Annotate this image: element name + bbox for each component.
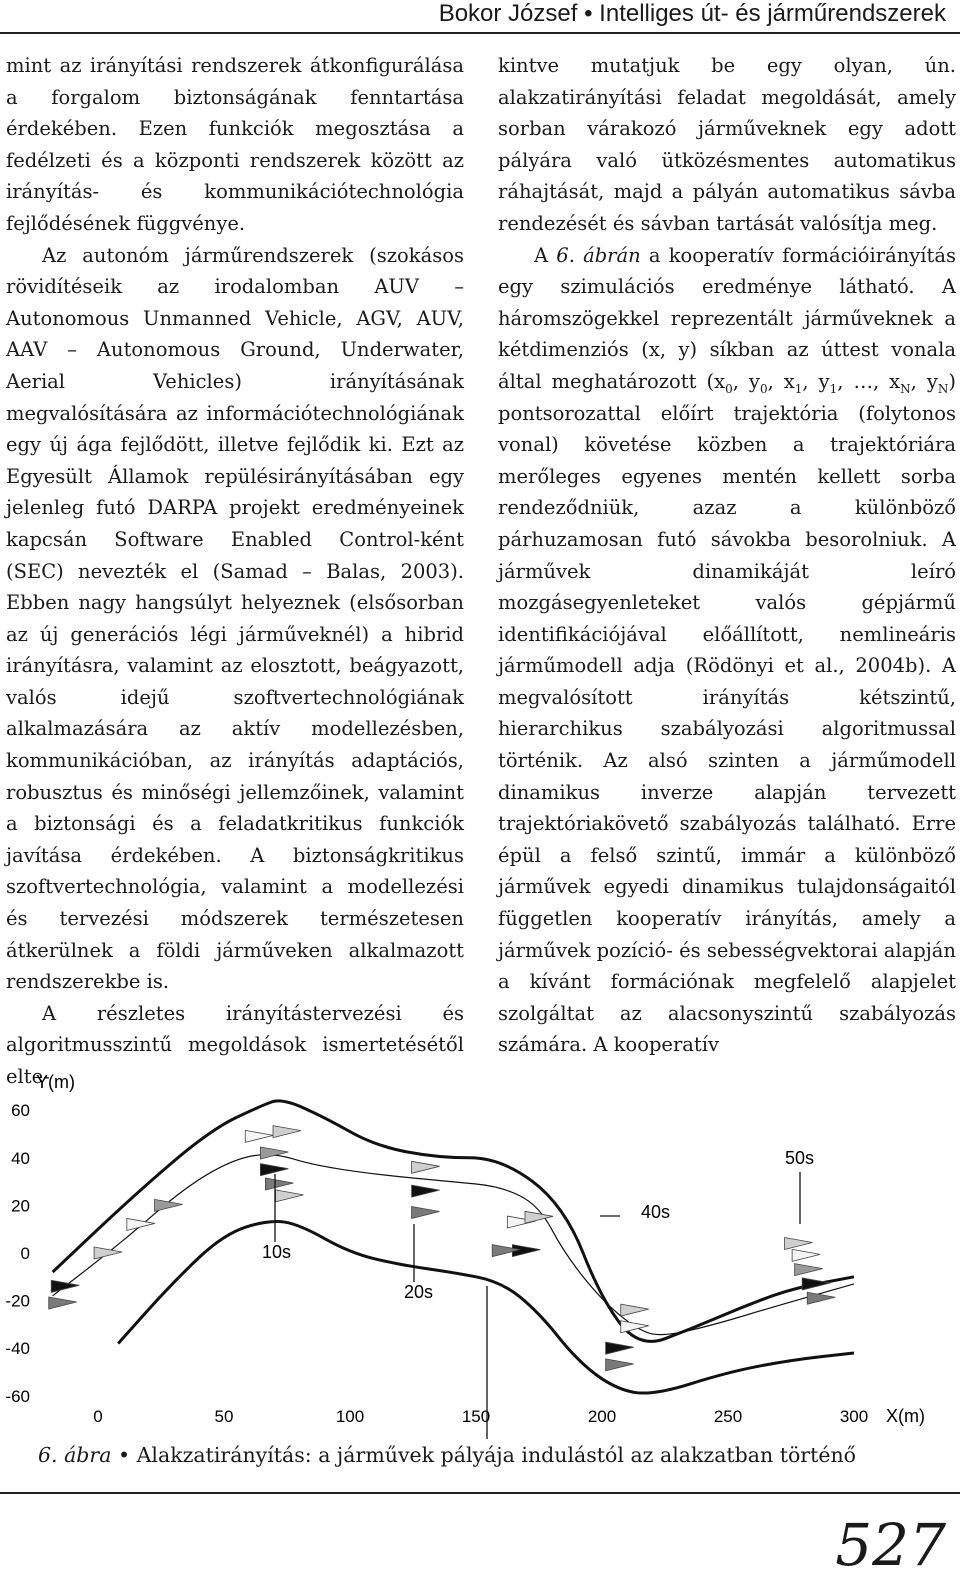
vehicle-triangle <box>606 1342 634 1354</box>
vehicle-triangle <box>525 1211 553 1223</box>
header-separator: • <box>584 0 593 27</box>
left-paragraph-2: Az autonóm járműrendszerek (szokásos rövidítéseik az irodalomban AUV – Autonomous Unmanned Vehicle, AGV, AUV, AAV – Autonomous Ground, Underwater, Aerial Vehicles) irányításának megvalósítására az információtechnológiának egy új ága fejlődött, illetve fejlődik ki. Ezt az Egyesült Államok repülésirányításában egy jelenleg futó DARPA projekt eredményeinek kapcsán Software Enabled Control-ként (SEC) nevezték el (Samad – Balas, 2003). Ebben nagy hangsúlyt helyeznek (elsősorban az új generációs légi járműveknél) a hibrid irányításra, valamint az elosztott, beágyazott, valós idejű szoftvertechnológiának alkalmazására az aktív modellezésben, kommunikációban, az irányítás adaptációs, robusztus és minőségi jellemzőinek, valamint a biztonsági és a feladatkritikus funkciók javítása érdekében. A biztonságkritikus szoftvertechnológia, valamint a modellezési és tervezési módszerek természetesen átkerülnek a földi járműveken alkalmazott rendszerekbe is. <box>6 243 464 994</box>
subscript: 1 <box>829 381 838 396</box>
vehicle-triangle <box>265 1178 293 1190</box>
vehicle-triangle <box>155 1199 183 1211</box>
y-tick-label: 40 <box>11 1148 30 1168</box>
vehicle-triangle <box>785 1237 813 1249</box>
y-axis-label: Y(m) <box>36 1072 75 1092</box>
page-number: 527 <box>835 1511 946 1579</box>
time-labels <box>262 1148 814 1439</box>
time-label: 10s <box>262 1242 292 1262</box>
text-span: ) pontsorozattal előírt trajektória (folytonos vonal) követése közben a trajektóriára merőleges egyenes mentén kellett sorba rendeződniük, azaz a különböző párhuzamosan futó sávokba besorolniuk. A járművek dinamikáját leíró mozgásegyenleteket valós gépjármű identifikációjával előállított, nemlineáris járműmodell adja (Rödönyi et al., 2004b). A megvalósított irányítás kétszintű, hierarchikus szabályozási algoritmussal történik. Az alsó szinten a járműmodell dinamikus inverze alapján tervezett trajektóriakövető szabályozás található. Erre épül a felső szintű, immár a különböző járművek egyedi dinamikus tulajdonságaitól független kooperatív irányítás, amely a járművek pozíció- és sebességvektorai alapján a kívánt formációnak megfelelő alapjelet szolgáltat az alacsonyszintű szabályozás számára. A kooperatív <box>498 369 956 1057</box>
vehicle-triangle <box>127 1218 155 1230</box>
y-tick-label: -20 <box>5 1291 30 1311</box>
x-axis-label: X(m) <box>886 1406 925 1426</box>
time-label: 50s <box>785 1148 815 1168</box>
time-label: 40s <box>641 1202 671 1222</box>
vehicle-triangle <box>412 1161 440 1173</box>
x-tick-label: 150 <box>461 1407 491 1426</box>
vehicle-triangle <box>260 1147 288 1159</box>
trajectory-figure <box>0 1064 960 1439</box>
subscript: 1 <box>794 381 803 396</box>
text-span: , …, x <box>837 369 901 393</box>
header-author: Bokor József <box>438 0 578 27</box>
vehicle-triangle <box>51 1280 79 1292</box>
y-tick-label: 60 <box>11 1101 30 1121</box>
right-paragraph-1: kintve mutatjuk be egy olyan, ún. alakzatirányítási feladat megoldását, amely sorban várakozó járműveknek egy adott pályára való ütközésmentes automatikus ráhajtását, majd a pályán automatikus sávba rendezését és sávban tartását valósítja meg. <box>498 54 956 235</box>
y-tick-label: -60 <box>5 1386 30 1406</box>
x-tick-label: 0 <box>93 1407 103 1426</box>
subscript: 0 <box>725 381 733 396</box>
vehicle-markers <box>49 1126 836 1371</box>
x-tick-label: 300 <box>839 1407 869 1426</box>
vehicle-triangle <box>276 1190 304 1202</box>
text-span: A <box>534 243 557 267</box>
y-tick-labels <box>5 1101 30 1406</box>
vehicle-triangle <box>245 1130 273 1142</box>
road-line <box>53 1101 854 1342</box>
y-tick-label: -40 <box>5 1339 30 1359</box>
x-tick-label: 100 <box>335 1407 365 1426</box>
text-span: , y <box>732 369 760 393</box>
vehicle-triangle <box>795 1264 823 1276</box>
left-column <box>6 50 464 1093</box>
y-tick-label: 0 <box>20 1244 30 1263</box>
header-title: Intelliges út- és járműrendszerek <box>599 0 946 27</box>
figure-reference: 6. ábrán <box>556 243 641 267</box>
vehicle-triangle <box>412 1207 440 1219</box>
caption-bullet: • <box>117 1443 131 1467</box>
road-lines <box>53 1101 854 1393</box>
subscript: N <box>937 381 949 396</box>
text-span: , y <box>910 369 938 393</box>
x-tick-label: 50 <box>214 1407 234 1426</box>
subscript: N <box>900 381 911 396</box>
figure-caption <box>38 1443 856 1467</box>
vehicle-triangle <box>606 1359 634 1371</box>
left-paragraph-1: mint az irányítási rendszerek átkonfigurálása a forgalom biztonságának fenntartása érdekében. Ezen funkciók megosztása a fedélzeti és a központi rendszerek között az irányítás- és kommunikációtechnológia fejlődésének függvénye. <box>6 54 464 235</box>
running-header <box>439 0 946 28</box>
vehicle-triangle <box>49 1297 77 1309</box>
vehicle-triangle <box>94 1247 122 1259</box>
vehicle-triangle <box>792 1249 820 1261</box>
vehicle-triangle <box>260 1164 288 1176</box>
x-tick-labels <box>93 1407 868 1426</box>
road-line <box>53 1155 854 1335</box>
right-column <box>498 50 956 1061</box>
footer-rule <box>0 1492 960 1494</box>
vehicle-triangle <box>807 1292 835 1304</box>
vehicle-triangle <box>412 1185 440 1197</box>
x-tick-label: 250 <box>713 1407 743 1426</box>
vehicle-triangle <box>621 1304 649 1316</box>
caption-label: 6. ábra <box>38 1443 112 1467</box>
time-label: 20s <box>404 1282 434 1302</box>
x-tick-label: 200 <box>587 1407 617 1426</box>
vehicle-triangle <box>273 1126 301 1138</box>
caption-text: Alakzatirányítás: a járművek pályája indulástól az alakzatban történő <box>136 1443 857 1467</box>
vehicle-triangle <box>802 1278 830 1290</box>
right-paragraph-2 <box>498 240 956 1061</box>
text-span: a kooperatív formációirányítás egy szimulációs eredménye látható. A háromszögekkel reprezentált járműveknek a kétdimenziós (x, y) síkban az úttest vonala által meghatározott (x <box>498 243 957 393</box>
header-rule <box>0 32 960 34</box>
subscript: 0 <box>759 381 768 396</box>
left-paragraph-3: A részletes irányítástervezési és algoritmusszintű megoldások ismertetésétől elte- <box>6 1001 464 1088</box>
text-span: , x <box>767 369 795 393</box>
y-tick-label: 20 <box>11 1196 30 1216</box>
text-span: , y <box>802 369 830 393</box>
